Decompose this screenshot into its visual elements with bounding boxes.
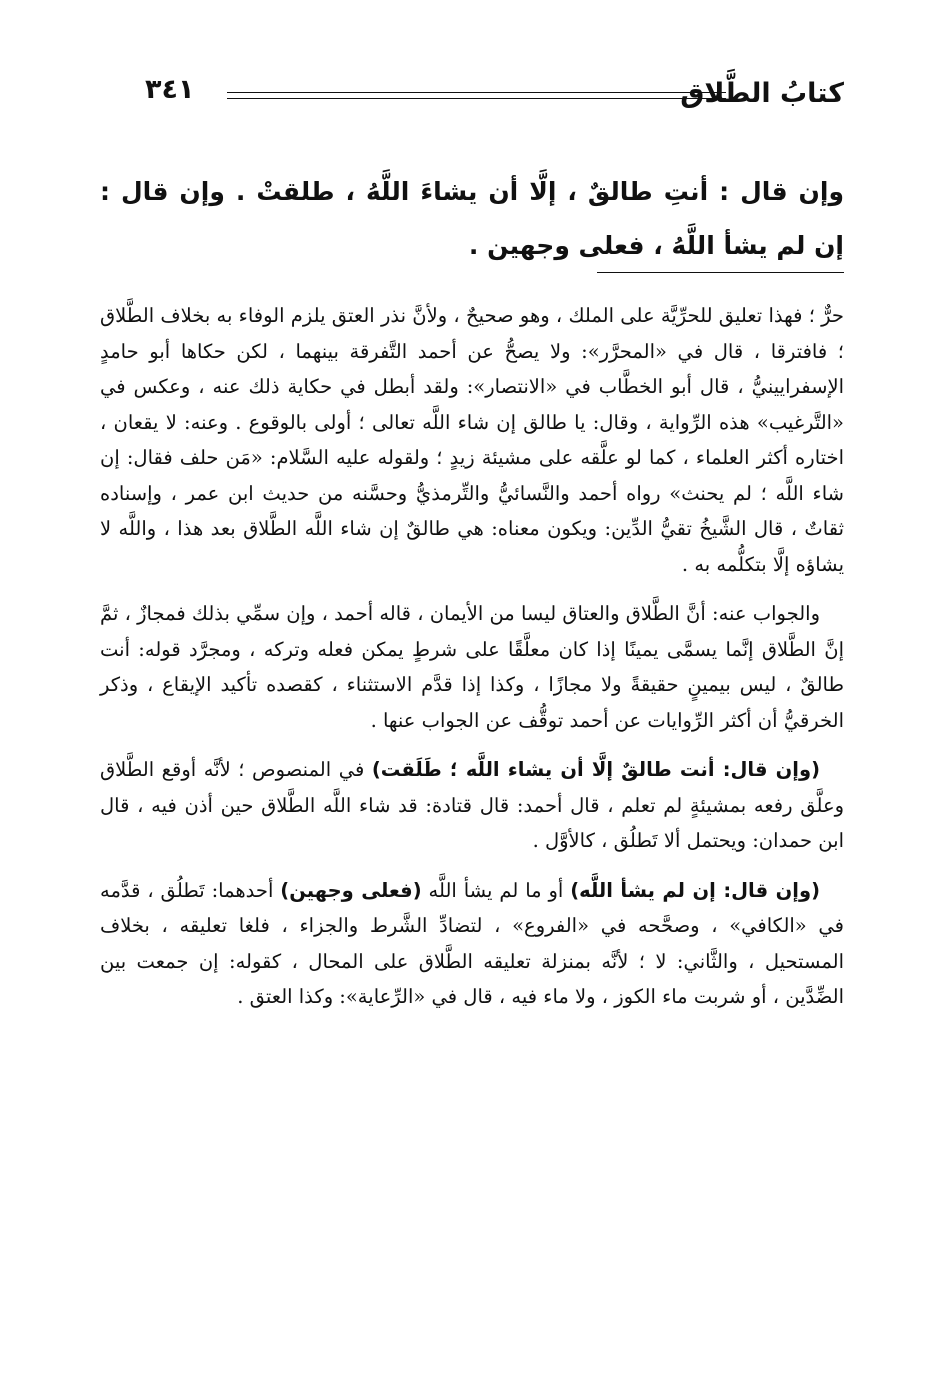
commentary-paragraph-3 [100, 752, 844, 859]
header-rule [227, 92, 726, 99]
commentary-paragraph-1: حرٌّ ؛ فهذا تعليق للحرِّيَّة على الملك ، وهو صحيحٌ ، ولأنَّ نذر العتق يلزم الوفاء به بخلاف الطَّلاق ؛ فافترقا ، قال في «المحرَّر»: ولا يصحُّ عن أحمد التَّفرقة بينهما ، لكن حكاها أبو حامدٍ الإسفرايينيُّ ، قال أبو الخطَّاب في «الانتصار»: ولقد أبطل في حكاية ذلك عنه ، وعكس في «التَّرغيب» هذه الرِّواية ، وقال: يا طالق إن شاء اللَّه تعالى ؛ أولى بالوقوع . وعنه: لا يقعان ، اختاره أكثر العلماء ، كما لو علَّقه على مشيئة زيدٍ ؛ ولقوله عليه السَّلام: «مَن حلف فقال: إن شاء اللَّه ؛ لم يحنث» رواه أحمد والنَّسائيُّ والتِّرمذيُّ وحسَّنه من حديث ابن عمر ، وإسناده ثقاتٌ ، قال الشَّيخُ تقيُّ الدِّين: ويكون معناه: هي طالقٌ إن شاء اللَّه الطَّلاق بعد هذا ، واللَّه لا يشاؤه إلَّا بتكلُّمه به . [100, 304, 844, 576]
commentary [100, 298, 844, 1029]
commentary-text: أحدهما: تَطلُق ، قدَّمه في «الكافي» ، وصحَّحه في «الفروع» ، لتضادِّ الشَّرط والجزاء ، فلغا تعليقه ، بخلاف المستحيل ، والثَّاني: لا ؛ لأنَّه بمنزلة تعليقه الطَّلاق على المحال ، كقوله: إن جمعت بين الضِّدَّين ، أو شربت ماء الكوز ، ولا ماء فيه ، قال في «الرِّعاية»: وكذا العتق . [100, 878, 844, 1008]
page-number: ٣٤١ [145, 74, 195, 105]
matn-separator-rule [597, 272, 844, 273]
commentary-text: أو ما لم يشأ اللَّه [421, 878, 571, 902]
quoted-matn-phrase: (وإن قال: إن لم يشأ اللَّه) [570, 878, 820, 902]
commentary-paragraph-4 [100, 873, 844, 1015]
commentary-text: في المنصوص ؛ لأنَّه أوقع الطَّلاق وعلَّق رفعه بمشيئةٍ لم تعلم ، قال أحمد: قال قتادة: قد شاء اللَّه الطَّلاق حين أذن فيه ، قال ابن حمدان: ويحتمل ألا تَطلُق ، كالأوَّل . [100, 758, 844, 852]
quoted-matn-phrase: (وإن قال: أنت طالقٌ إلَّا أن يشاء اللَّه ؛ طَلَقت) [371, 758, 821, 781]
quoted-matn-phrase: (فعلى وجهين) [280, 878, 422, 902]
matn-text: وإن قال : أنتِ طالقٌ ، إلَّا أن يشاءَ اللَّهُ ، طلقتْ . وإن قال : إن لم يشأ اللَّهُ ، فعلى وجهين . [100, 177, 844, 260]
commentary-paragraph-2: والجواب عنه: أنَّ الطَّلاق والعتاق ليسا من الأيمان ، قاله أحمد ، وإن سمِّي بذلك فمجازٌ ، ثمَّ إنَّ الطَّلاق إنَّما يسمَّى يمينًا إذا كان معلَّقًا على شرطٍ يمكن فعله وتركه ، ومجرَّد قوله: أنت طالقٌ ، ليس بيمينٍ حقيقةً ولا مجازًا ، وكذا إذا قدَّم الاستثناء ، كقصده تأكيد الإيقاع ، وذكر الخرقيُّ أن أكثر الرِّوايات عن أحمد توقُّف عن الجواب عنها . [100, 602, 844, 732]
running-header [145, 70, 844, 120]
book-title: كتابُ الطَّلاق [680, 78, 844, 109]
